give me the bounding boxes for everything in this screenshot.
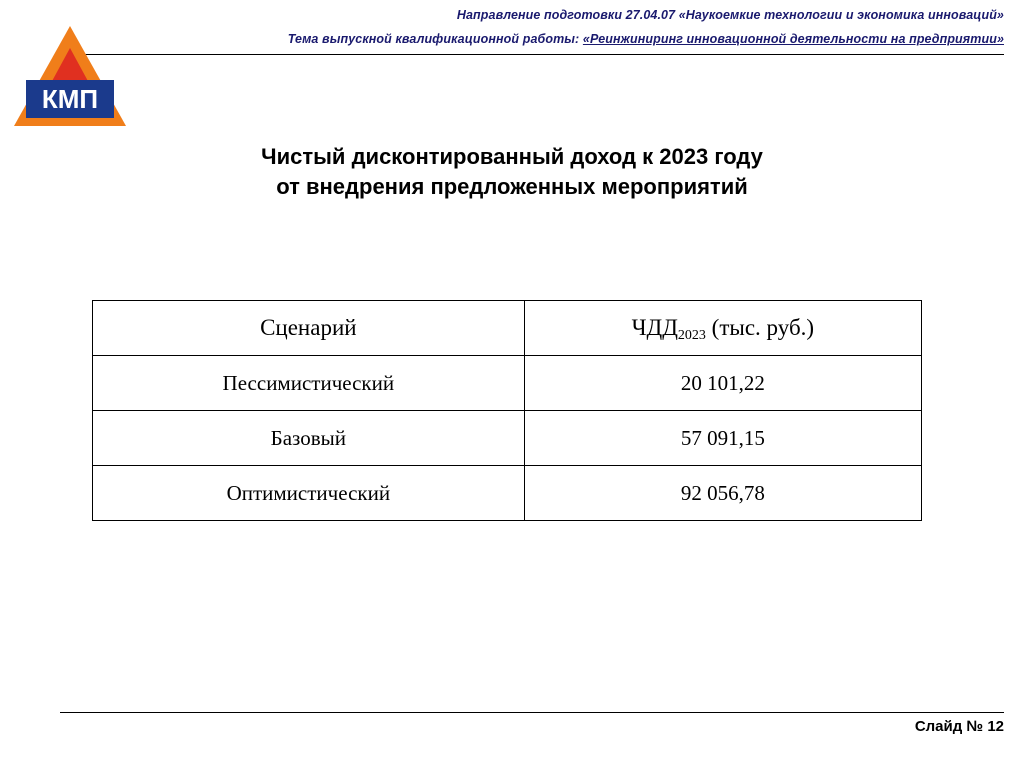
- npv-year-subscript: 2023: [677, 328, 706, 343]
- column-header-scenario: Сценарий: [93, 301, 525, 356]
- kmp-logo: [10, 22, 130, 132]
- page-title-line2: от внедрения предложенных мероприятий: [276, 173, 748, 199]
- header-divider: [60, 54, 1004, 55]
- npv-label: ЧДД: [631, 315, 678, 340]
- table-row: [93, 411, 922, 466]
- column-header-npv: [524, 301, 921, 356]
- thesis-title: «Реинжиниринг инновационной деятельности на предприятии»: [582, 32, 1004, 46]
- cell-scenario: Оптимистический: [93, 466, 525, 521]
- thesis-line: [0, 32, 1004, 46]
- cell-scenario: Базовый: [93, 411, 525, 466]
- npv-units: (тыс. руб.): [711, 315, 815, 340]
- slide-number: Слайд № 12: [914, 718, 1004, 735]
- cell-value: 20 101,22: [524, 356, 921, 411]
- cell-value: 92 056,78: [524, 466, 921, 521]
- cell-scenario: Пессимистический: [93, 356, 525, 411]
- thesis-prefix: Тема выпускной квалификационной работы:: [287, 32, 583, 46]
- svg-text:КМП: КМП: [41, 84, 99, 114]
- page-title-line1: Чистый дисконтированный доход к 2023 году: [261, 144, 763, 169]
- page-title: [0, 142, 1024, 201]
- table-header-row: [93, 301, 922, 356]
- slide-header: [0, 0, 1024, 60]
- cell-value: 57 091,15: [524, 411, 921, 466]
- program-line: Направление подготовки 27.04.07 «Наукоемкие технологии и экономика инноваций»: [456, 8, 1004, 22]
- table-row: [93, 466, 922, 521]
- npv-table-container: [92, 300, 922, 521]
- table-row: [93, 356, 922, 411]
- footer-divider: [60, 712, 1004, 713]
- npv-table: [92, 300, 922, 521]
